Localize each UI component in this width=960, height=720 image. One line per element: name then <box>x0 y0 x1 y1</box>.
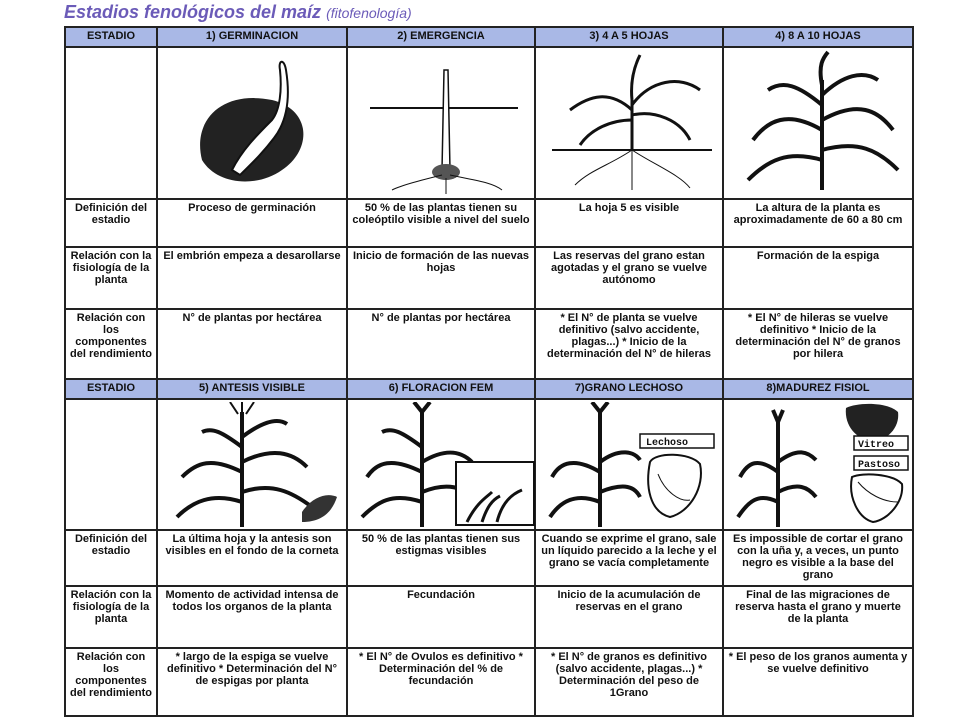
illustration-row-2 <box>65 399 913 530</box>
physiology-row-2 <box>65 586 913 648</box>
title-main: Estadios fenológicos del maíz <box>64 2 322 22</box>
anthesis-illustration <box>157 399 347 530</box>
table-cell: Es impossible de cortar el grano con la uña y, a veces, un punto negro es visible a la base del grano <box>723 530 913 586</box>
header-cell: ESTADIO <box>65 379 157 399</box>
definition-row-1 <box>65 199 913 247</box>
female-flowering-illustration <box>347 399 535 530</box>
table-cell: * El N° de Ovulos es definitivo * Determinación del % de fecundación <box>347 648 535 716</box>
table-cell: * El peso de los granos aumenta y se vuelve definitivo <box>723 648 913 716</box>
header-cell: 2) EMERGENCIA <box>347 27 535 47</box>
yield-row-2 <box>65 648 913 716</box>
empty-cell <box>65 399 157 530</box>
yield-row-1 <box>65 309 913 379</box>
table-cell: * El N° de hileras se vuelve definitivo * Inicio de la determinación del N° de granos por hilera <box>723 309 913 379</box>
table-cell: La última hoja y la antesis son visibles en el fondo de la corneta <box>157 530 347 586</box>
header-cell: 7)GRANO LECHOSO <box>535 379 723 399</box>
header-cell: ESTADIO <box>65 27 157 47</box>
table-cell: * El N° de planta se vuelve definitivo (salvo accidente, plagas...) * Inicio de la determinación del N° de hileras <box>535 309 723 379</box>
row-label-rendimiento: Relación con los componentes del rendimiento <box>65 648 157 716</box>
definition-row-2 <box>65 530 913 586</box>
illustration-row-1 <box>65 47 913 199</box>
row-label-relacion: Relación con la fisiología de la planta <box>65 247 157 309</box>
table-cell: * largo de la espiga se vuelve definitivo * Determinación del N° de espigas por planta <box>157 648 347 716</box>
header-cell: 8)MADUREZ FISIOL <box>723 379 913 399</box>
germination-illustration <box>157 47 347 199</box>
physiological-maturity-illustration <box>723 399 913 530</box>
table-cell: Inicio de formación de las nuevas hojas <box>347 247 535 309</box>
header-row-2 <box>65 379 913 399</box>
table-cell: N° de plantas por hectárea <box>347 309 535 379</box>
table-cell: Cuando se exprime el grano, sale un líquido parecido a la leche y el grano se vacía completamente <box>535 530 723 586</box>
row-label-definicion: Definición del estadio <box>65 530 157 586</box>
page-title <box>64 2 412 23</box>
leaves-4-5-illustration <box>535 47 723 199</box>
header-cell: 3) 4 A 5 HOJAS <box>535 27 723 47</box>
table-cell: Inicio de la acumulación de reservas en el grano <box>535 586 723 648</box>
phenology-table <box>64 26 914 717</box>
header-row-1 <box>65 27 913 47</box>
table-cell: Fecundación <box>347 586 535 648</box>
phenology-sheet <box>64 26 912 706</box>
table-cell: La altura de la planta es aproximadamente de 60 a 80 cm <box>723 199 913 247</box>
leaves-8-10-illustration <box>723 47 913 199</box>
table-cell: N° de plantas por hectárea <box>157 309 347 379</box>
milky-grain-illustration <box>535 399 723 530</box>
row-label-definicion: Definición del estadio <box>65 199 157 247</box>
table-cell: * El N° de granos es definitivo (salvo accidente, plagas...) * Determinación del peso de 1Grano <box>535 648 723 716</box>
table-cell: 50 % de las plantas tienen su coleóptilo visible a nivel del suelo <box>347 199 535 247</box>
table-cell: 50 % de las plantas tienen sus estigmas visibles <box>347 530 535 586</box>
emergence-illustration <box>347 47 535 199</box>
table-cell: Proceso de germinación <box>157 199 347 247</box>
pastoso-label: Pastoso <box>858 460 901 471</box>
header-cell: 6) FLORACION FEM <box>347 379 535 399</box>
header-cell: 1) GERMINACION <box>157 27 347 47</box>
table-cell: Formación de la espiga <box>723 247 913 309</box>
physiology-row-1 <box>65 247 913 309</box>
table-cell: Momento de actividad intensa de todos los organos de la planta <box>157 586 347 648</box>
row-label-rendimiento: Relación con los componentes del rendimiento <box>65 309 157 379</box>
table-cell: La hoja 5 es visible <box>535 199 723 247</box>
header-cell: 5) ANTESIS VISIBLE <box>157 379 347 399</box>
empty-cell <box>65 47 157 199</box>
lechoso-label: Lechoso <box>646 438 689 449</box>
header-cell: 4) 8 A 10 HOJAS <box>723 27 913 47</box>
row-label-relacion: Relación con la fisiología de la planta <box>65 586 157 648</box>
title-sub: (fitofenología) <box>326 5 412 21</box>
table-cell: Final de las migraciones de reserva hasta el grano y muerte de la planta <box>723 586 913 648</box>
vitreo-label: Vitreo <box>858 440 895 451</box>
table-cell: El embrión empeza a desarollarse <box>157 247 347 309</box>
table-cell: Las reservas del grano estan agotadas y el grano se vuelve autónomo <box>535 247 723 309</box>
